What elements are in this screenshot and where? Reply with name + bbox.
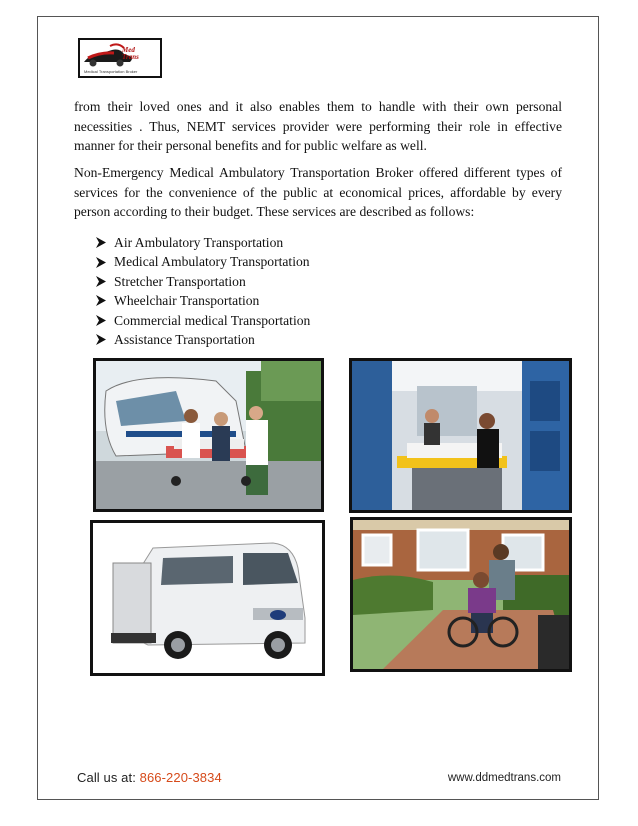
- service-label: Air Ambulatory Transportation: [114, 235, 284, 250]
- service-label: Assistance Transportation: [114, 332, 255, 348]
- footer-call-us: [77, 770, 222, 785]
- list-item: [96, 291, 310, 310]
- phone-number-link[interactable]: 866-220-3834: [139, 770, 222, 785]
- arrow-bullet-icon: [96, 295, 108, 306]
- website-link[interactable]: www.ddmedtrans.com: [447, 772, 561, 784]
- service-label: Wheelchair Transportation: [114, 293, 260, 309]
- arrow-bullet-icon: [96, 276, 108, 287]
- service-label: Commercial medical Transportation: [114, 312, 311, 328]
- body-paragraph-2: Non-Emergency Medical Ambulatory Transportation Broker offered different types of services for the convenience of the public at economical prices, affordable by every person according to their budget. These services are described as follows:: [74, 165, 562, 219]
- arrow-bullet-icon: [96, 334, 108, 345]
- list-item: [96, 272, 310, 291]
- arrow-bullet-icon: [96, 237, 108, 248]
- call-label: Call us at:: [77, 770, 140, 785]
- service-label: Stretcher Transportation: [114, 273, 246, 289]
- logo-word-2: Trans: [122, 53, 139, 61]
- wheelchair-van-photo: [90, 520, 325, 676]
- air-ambulance-photo: [93, 358, 324, 512]
- list-item: [96, 233, 310, 252]
- logo-wordmark: [122, 47, 139, 61]
- logo-tagline: Medical Transportation Broker: [84, 69, 138, 74]
- service-label: Medical Ambulatory Transportation: [114, 254, 310, 270]
- list-item: [96, 330, 310, 349]
- logo-word-1: Med: [122, 46, 135, 54]
- services-list: [96, 233, 310, 349]
- wheelchair-assistance-photo: [350, 517, 572, 672]
- list-item: [96, 311, 310, 330]
- arrow-bullet-icon: [96, 315, 108, 326]
- body-paragraph-1: from their loved ones and it also enables them to handle with their own personal necessities . Thus, NEMT services provider were performing their role in effective manner for their personal benefits and for public welfare as well.: [74, 99, 562, 153]
- list-item: [96, 252, 310, 271]
- company-logo[interactable]: [78, 38, 162, 78]
- arrow-bullet-icon: [96, 257, 108, 268]
- ambulance-interior-photo: [349, 358, 572, 513]
